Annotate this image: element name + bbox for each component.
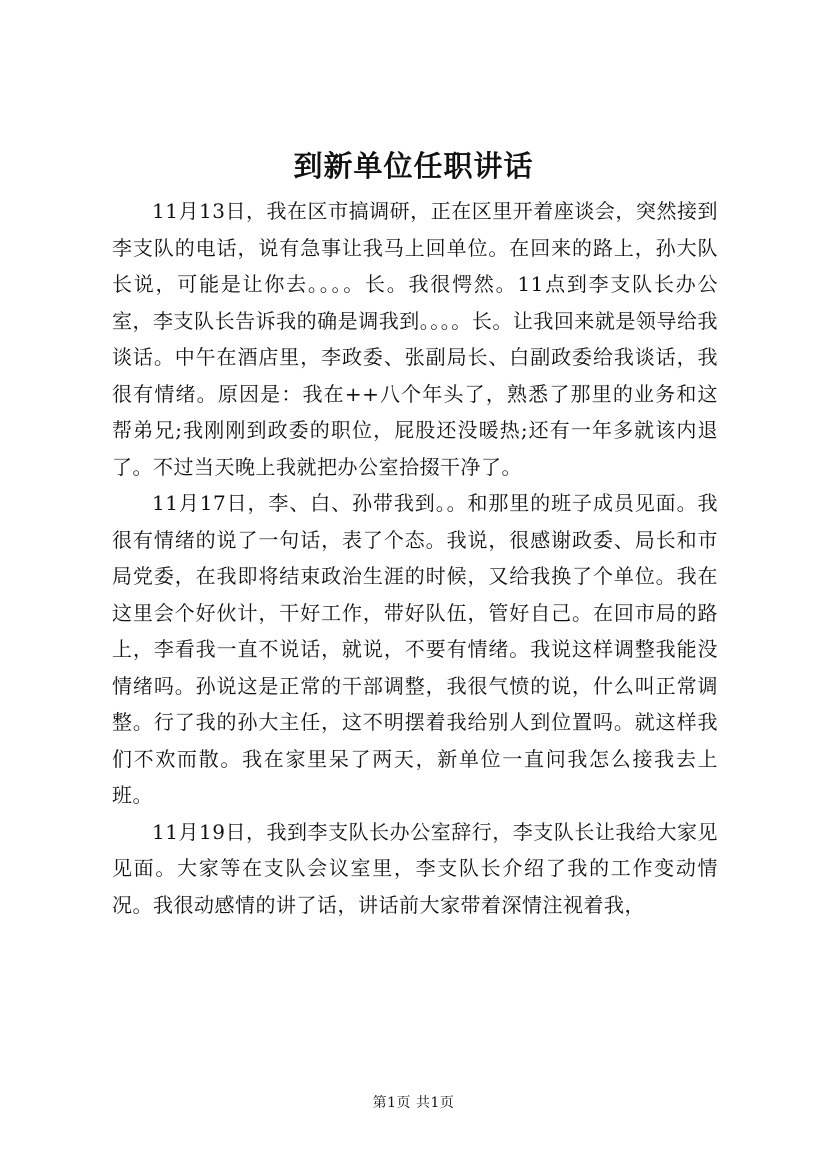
paragraph-2: 11月17日，李、白、孙带我到。。和那里的班子成员见面。我很有情绪的说了一句话，表了个态。我说，很感谢政委、局长和市局党委，在我即将结束政治生涯的时候，又给我换了个单位。我在这里会个好伙计，干好工作，带好队伍，管好自己。在回市局的路上，李看我一直不说话，就说，不要有情绪。我说这样调整我能没情绪吗。孙说这是正常的干部调整，我很气愤的说，什么叫正常调整。行了我的孙大主任，这不明摆着我给别人到位置吗。就这样我们不欢而散。我在家里呆了两天，新单位一直问我怎么接我去上班。 (112, 491, 718, 807)
document-body (112, 193, 718, 923)
document-title: 到新单位任职讲话 (293, 149, 534, 183)
paragraph-3: 11月19日，我到李支队长办公室辞行，李支队长让我给大家见见面。大家等在支队会议室里，李支队长介绍了我的工作变动情况。我很动感情的讲了话，讲话前大家带着深情注视着我， (112, 819, 718, 917)
page-footer: 第1页 共1页 (372, 1095, 455, 1111)
paragraph-1: 11月13日，我在区市搞调研，正在区里开着座谈会，突然接到李支队的电话，说有急事让我马上回单位。在回来的路上，孙大队长说，可能是让你去。。。。长。我很愕然。11点到李支队长办公室，李支队长告诉我的确是调我到。。。。长。让我回来就是领导给我谈话。中午在酒店里，李政委、张副局长、白副政委给我谈话，我很有情绪。原因是：我在++八个年头了，熟悉了那里的业务和这帮弟兄;我刚刚到政委的职位，屁股还没暖热;还有一年多就该内退了。不过当天晚上我就把办公室拾掇干净了。 (112, 199, 718, 479)
